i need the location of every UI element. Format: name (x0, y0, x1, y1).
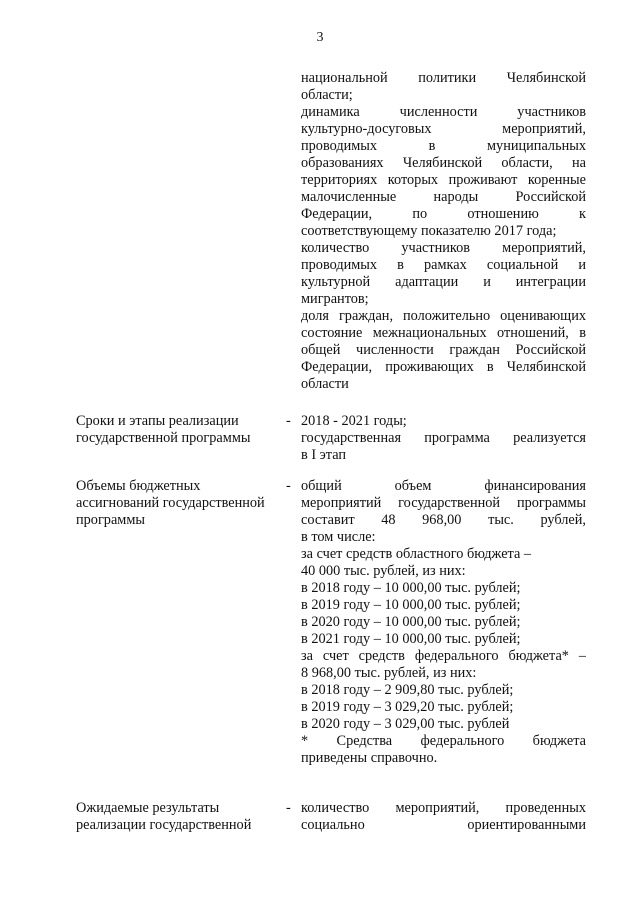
text-line: культурной адаптации и интеграции (301, 274, 586, 290)
label-line: государственной программы (76, 430, 251, 446)
text-line: составит 48 968,00 тыс. рублей, (301, 512, 586, 528)
text-line: 8 968,00 тыс. рублей, из них: (301, 665, 477, 681)
text-line: области (301, 376, 349, 392)
text-line: доля граждан, положительно оценивающих (301, 308, 586, 324)
label-line: ассигнований государственной (76, 495, 265, 511)
text-line: области; (301, 87, 353, 103)
text-line: динамика численности участников (301, 104, 586, 120)
text-line: в том числе: (301, 529, 376, 545)
row-label-terms (76, 413, 281, 447)
text-line: Федерации, по отношению к (301, 206, 586, 222)
row-content-terms (301, 413, 586, 464)
text-line: проводимых в муниципальных (301, 138, 586, 154)
text-line: приведены справочно. (301, 750, 438, 766)
text-line: 2018 - 2021 годы; (301, 413, 407, 429)
row-label-results (76, 800, 281, 834)
label-line: Объемы бюджетных (76, 478, 201, 494)
row-dash: - (286, 413, 291, 429)
text-line: территориях которых проживают коренные (301, 172, 586, 188)
text-line: социально ориентированными (301, 817, 586, 833)
text-line: культурно-досуговых мероприятий, (301, 121, 586, 137)
row-dash: - (286, 478, 291, 494)
text-line: соответствующему показателю 2017 года; (301, 223, 557, 239)
label-line: Ожидаемые результаты (76, 800, 220, 816)
text-line: в 2019 году – 3 029,20 тыс. рублей; (301, 699, 514, 715)
text-line: общий объем финансирования (301, 478, 586, 494)
text-line: государственная программа реализуется (301, 430, 586, 446)
text-line: состояние межнациональных отношений, в (301, 325, 586, 341)
text-line: в 2021 году – 10 000,00 тыс. рублей; (301, 631, 521, 647)
text-line: общей численности граждан Российской (301, 342, 586, 358)
text-line: в 2020 году – 10 000,00 тыс. рублей; (301, 614, 521, 630)
text-line: в 2018 году – 10 000,00 тыс. рублей; (301, 580, 521, 596)
label-line: реализации государственной (76, 817, 252, 833)
text-line: за счет средств федерального бюджета* – (301, 648, 586, 664)
text-line: в 2018 году – 2 909,80 тыс. рублей; (301, 682, 514, 698)
text-line: малочисленные народы Российской (301, 189, 586, 205)
text-line: мероприятий государственной программы (301, 495, 586, 511)
page-number: 3 (316, 30, 324, 45)
block-targets-continued (301, 70, 586, 393)
text-line: Федерации, проживающих в Челябинской (301, 359, 586, 375)
text-line: количество мероприятий, проведенных (301, 800, 586, 816)
text-line: 40 000 тыс. рублей, из них: (301, 563, 466, 579)
text-line: в 2020 году – 3 029,00 тыс. рублей (301, 716, 510, 732)
row-content-budget (301, 478, 586, 767)
text-line: в I этап (301, 447, 347, 463)
row-content-results (301, 800, 586, 834)
text-line: национальной политики Челябинской (301, 70, 586, 86)
text-line: в 2019 году – 10 000,00 тыс. рублей; (301, 597, 521, 613)
text-line: проводимых в рамках социальной и (301, 257, 586, 273)
label-line: программы (76, 512, 146, 528)
label-line: Сроки и этапы реализации (76, 413, 239, 429)
text-line: количество участников мероприятий, (301, 240, 586, 256)
text-line: образованиях Челябинской области, на (301, 155, 586, 171)
row-label-budget (76, 478, 281, 529)
text-line: * Средства федерального бюджета (301, 733, 586, 749)
row-dash: - (286, 800, 291, 816)
text-line: за счет средств областного бюджета – (301, 546, 532, 562)
text-line: мигрантов; (301, 291, 369, 307)
